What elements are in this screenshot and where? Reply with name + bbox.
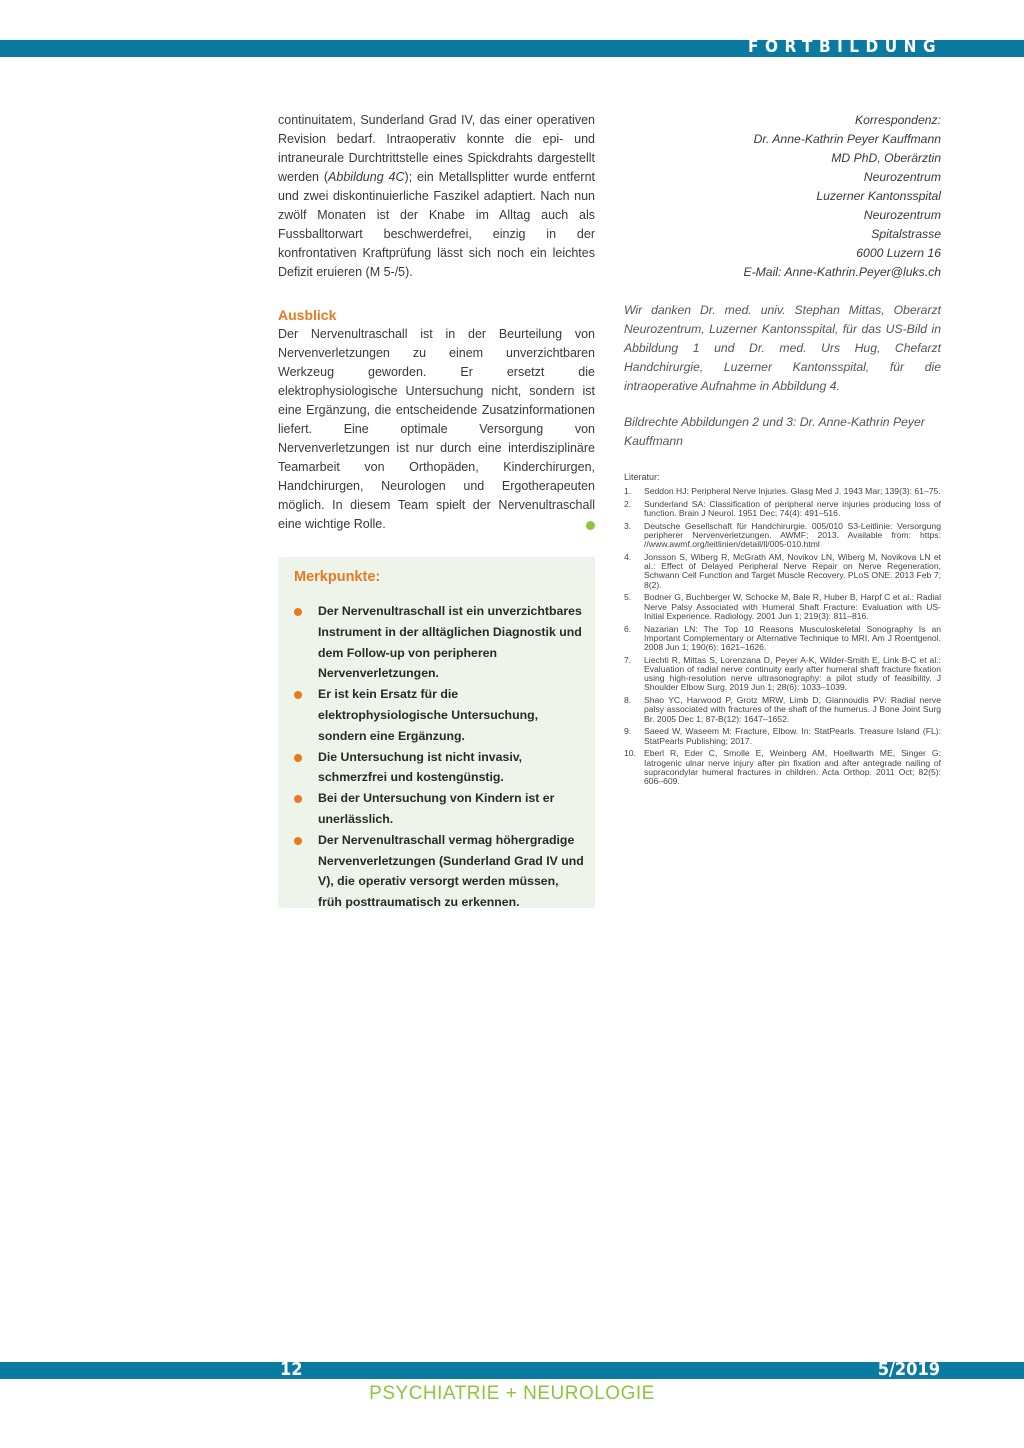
correspondence-heading: Korrespondenz: <box>854 113 941 127</box>
intro-paragraph <box>278 111 595 282</box>
bullet-icon <box>294 608 302 616</box>
literature-item: 2. Sunderland SA: Classification of peripheral nerve injuries producing loss of function. Brain J Neurol. 1951 Dec; 74(4): 491–516. <box>624 498 941 518</box>
journal-title: PSYCHIATRIE + NEUROLOGIE <box>369 1383 655 1404</box>
literature-item: 7. Liechti R, Mittas S, Lorenzana D, Peyer A-K, Wilder-Smith E, Link B-C et al.: Evaluation of radial nerve continuity early after humeral shaft fracture fixation using high-resolution nerve ultrasonography: a pilot study of feasibility. J Shoulder Elbow Surg. 2019 Jun 1; 28(6): 1033–1039. <box>624 654 941 693</box>
page-number: 12 <box>280 1359 303 1380</box>
correspondence-line: MD PhD, Oberärztin <box>831 151 941 165</box>
correspondence-line: Spitalstrasse <box>871 227 941 241</box>
key-points-title: Merkpunkte: <box>294 569 381 585</box>
key-points-list <box>294 601 584 913</box>
key-point-item: Bei der Untersuchung von Kindern ist er unerlässlich. <box>294 788 584 830</box>
issue-number: 5/2019 <box>877 1359 940 1380</box>
literature-title: Literatur: <box>624 472 660 482</box>
correspondence-line: Dr. Anne-Kathrin Peyer Kauffmann <box>753 132 941 146</box>
intro-text: continuitatem, Sunderland Grad IV, das einer operativen Revision bedarf. Intraoperativ konnte die epi- und intraneurale Durchtrittstelle eines Spickdrahts dargestellt werden ( <box>278 113 595 184</box>
outlook-paragraph <box>278 325 595 534</box>
bullet-icon <box>294 754 302 762</box>
outlook-text: Der Nervenultraschall ist in der Beurteilung von Nervenverletzungen zu einem unverzichtbaren Werkzeug geworden. Er ersetzt die elektrophysiologische Untersuchung nicht, sondern ist eine Ergänzung, die entscheidende Zusatzinformationen liefert. Eine optimale Versorgung von Nervenverletzungen ist nur durch eine interdisziplinäre Teamarbeit von Orthopäden, Kinderchirurgen, Handchirurgen, Neurologen und Ergotherapeuten möglich. In diesem Team spielt der Nervenultraschall eine wichtige Rolle. <box>278 327 595 531</box>
outlook-heading: Ausblick <box>278 307 337 323</box>
key-point-item: Der Nervenultraschall ist ein unverzichtbares Instrument in der alltäglichen Diagnostik und dem Follow-up von peripheren Nervenverletzungen. <box>294 601 584 684</box>
left-column <box>278 111 595 534</box>
literature-item: 6. Nazarian LN: The Top 10 Reasons Musculoskeletal Sonography Is an Important Complementary or Alternative Technique to MRI. Am J Roentgenol. 2008 Jun 1; 190(6): 1621–1626. <box>624 623 941 653</box>
footer-bar <box>0 1362 1024 1379</box>
correspondence-line: Neurozentrum <box>863 208 941 222</box>
bullet-icon <box>294 691 302 699</box>
correspondence-email: E-Mail: Anne-Kathrin.Peyer@luks.ch <box>743 265 941 279</box>
correspondence-line: 6000 Luzern 16 <box>856 246 941 260</box>
bullet-icon <box>294 795 302 803</box>
section-label: FORTBILDUNG <box>748 37 942 57</box>
key-points-box <box>278 557 595 908</box>
correspondence-line: Neurozentrum <box>863 170 941 184</box>
intro-text-rest: ); ein Metallsplitter wurde entfernt und zwei diskontinuierliche Faszikel adaptiert. Nach nun zwölf Monaten ist der Knabe im Alltag auch als Fussballtorwart beschwerdefrei, einzig in der konfrontativen Kraftprüfung lässt sich noch ein leichtes Defizit eruieren (M 5-/5). <box>278 170 595 279</box>
figure-reference: Abbildung 4C <box>328 170 405 184</box>
key-point-item: Er ist kein Ersatz für die elektrophysiologische Untersuchung, sondern eine Ergänzung. <box>294 684 584 746</box>
literature-item: 3. Deutsche Gesellschaft für Handchirurgie. 005/010 S3-Leitlinie: Versorgung peripherer Nervenverletzungen. AWMF; 2013. Available from: https: //www.awmf.org/leitlinien/detail/ll/005-010.html <box>624 520 941 550</box>
correspondence-block <box>624 111 941 282</box>
literature-item: 4. Jonsson S, Wiberg R, McGrath AM, Novikov LN, Wiberg M, Novikova LN et al.: Effect of Delayed Peripheral Nerve Repair on Nerve Regeneration, Schwann Cell Function and Target Muscle Recovery. PLoS ONE. 2013 Feb 7; 8(2). <box>624 552 941 590</box>
right-column <box>624 111 941 790</box>
literature-item: 9. Saeed W, Waseem M: Fracture, Elbow. In: StatPearls. Treasure Island (FL): StatPearls Publishing; 2017. <box>624 726 941 746</box>
image-rights: Bildrechte Abbildungen 2 und 3: Dr. Anne-Kathrin Peyer Kauffmann <box>624 415 925 448</box>
literature-list <box>624 487 941 786</box>
literature-item: 8. Shao YC, Harwood P, Grotz MRW, Limb D, Giannoudis PV: Radial nerve palsy associated with fractures of the shaft of the humerus. J Bone Joint Surg Br. 2005 Dec 1; 87-B(12): 1647–1652. <box>624 695 941 724</box>
acknowledgement: Wir danken Dr. med. univ. Stephan Mittas, Oberarzt Neurozentrum, Luzerner Kantonsspital, für das US-Bild in Abbildung 1 und Dr. med. Urs Hug, Chefarzt Handchirurgie, Luzerner Kantonsspital, für die intraoperative Aufnahme in Abbildung 4. <box>624 303 941 393</box>
literature-item: 5. Bodner G, Buchberger W, Schocke M, Bale R, Huber B, Harpf C et al.: Radial Nerve Palsy Associated with Humeral Shaft Fracture: Evaluation with US-Initial Experience. Radiology. 2001 Jun 1; 219(3): 811–816. <box>624 592 941 621</box>
literature-item: 1. Seddon HJ: Peripheral Nerve Injuries. Glasg Med J. 1943 Mar; 139(3): 61–75. <box>624 486 941 496</box>
literature-item: 10. Eberl R, Eder C, Smolle E, Weinberg AM, Hoellwarth ME, Singer G: Iatrogenic ulnar nerve injury after pin fixation and after antegrade nailing of supracondylar humeral fractures in children. Acta Orthop. 2011 Oct; 82(5): 606–609. <box>624 748 941 787</box>
bullet-icon <box>294 837 302 845</box>
correspondence-line: Luzerner Kantonsspital <box>816 189 941 203</box>
key-point-item: Die Untersuchung ist nicht invasiv, schmerzfrei und kostengünstig. <box>294 747 584 789</box>
end-mark-icon <box>586 521 595 530</box>
key-point-item: Der Nervenultraschall vermag höhergradige Nervenverletzungen (Sunderland Grad IV und V), die operativ versorgt werden müssen, früh posttraumatisch zu erkennen. <box>294 830 584 913</box>
